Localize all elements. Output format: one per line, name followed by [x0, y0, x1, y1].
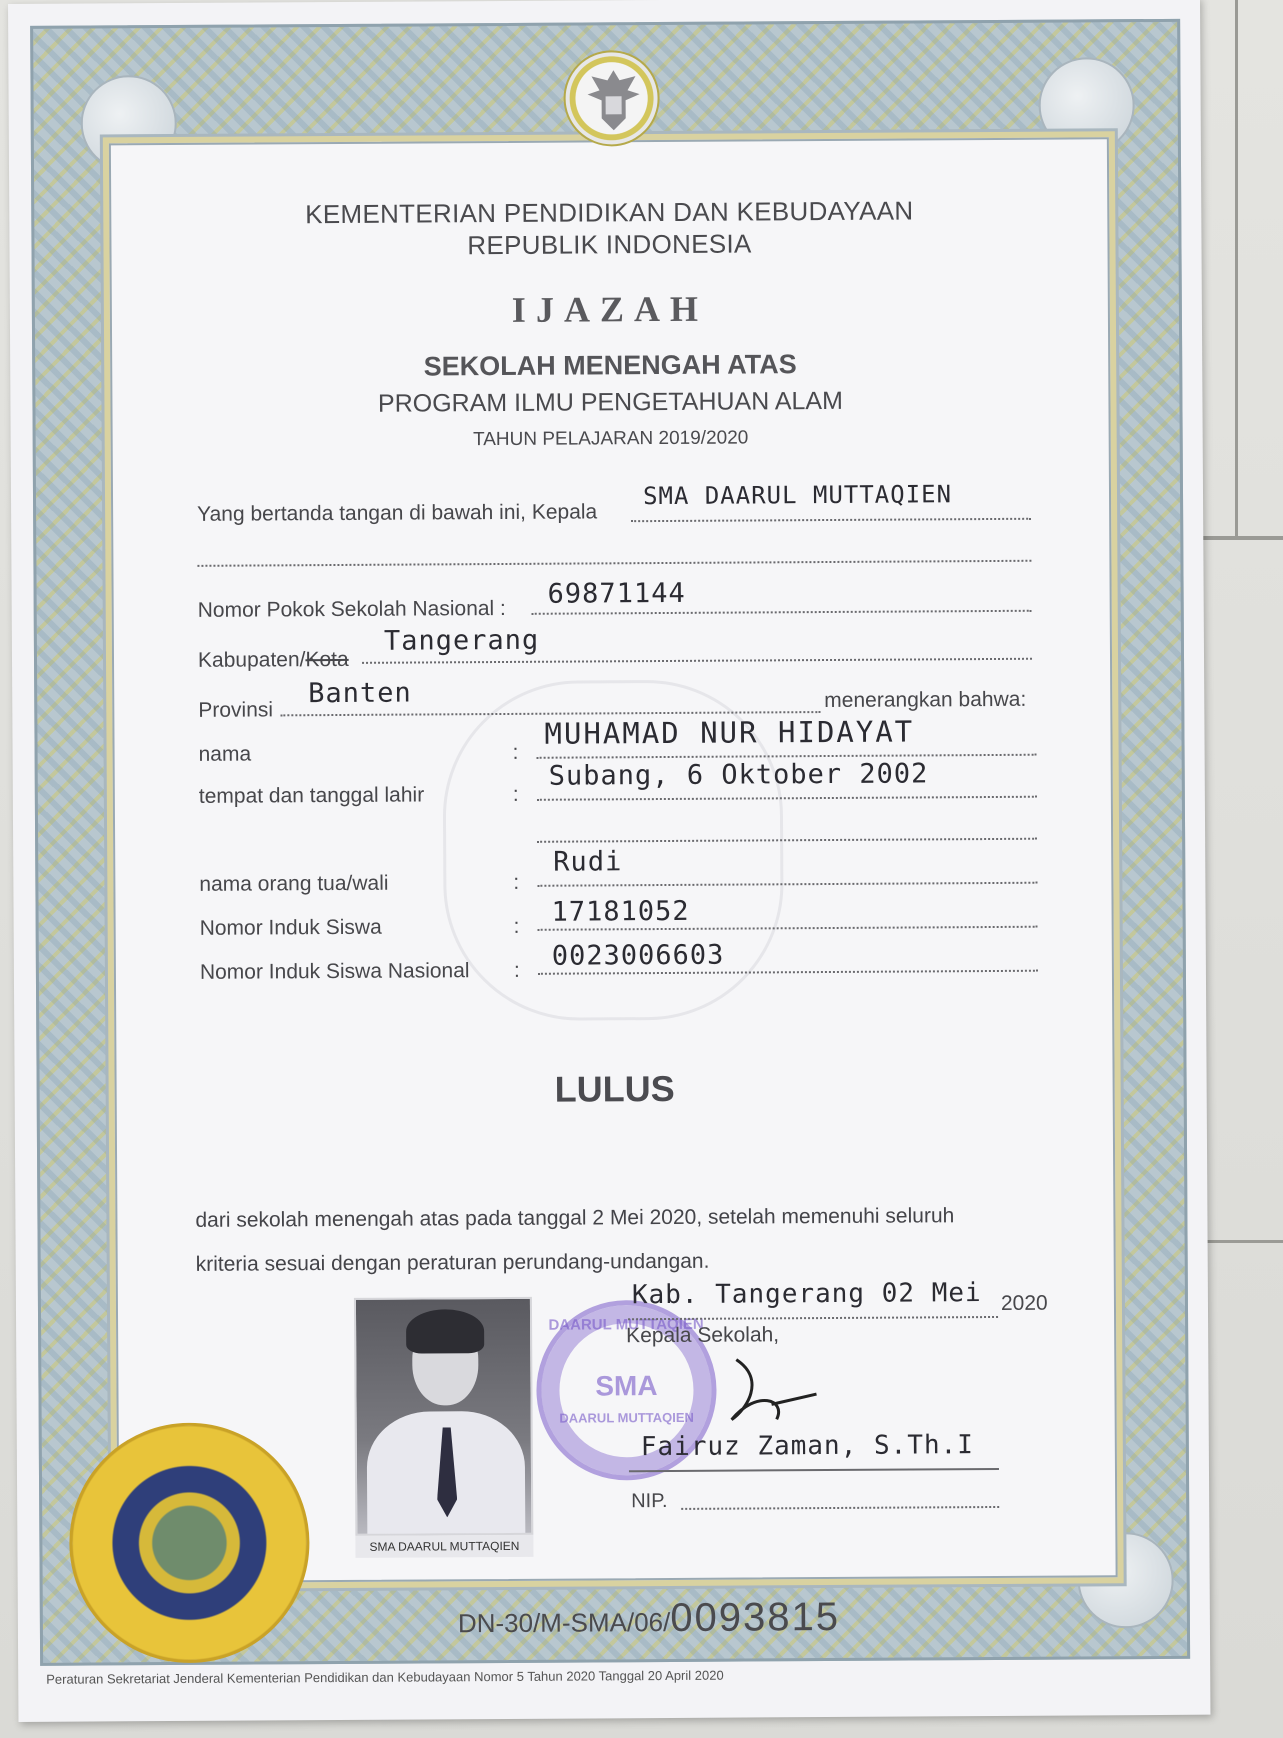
menerangkan-label: menerangkan bahwa: [824, 687, 1027, 713]
colon: : [513, 914, 520, 938]
floor-grout-line [1235, 0, 1238, 536]
ministry-line-2: REPUBLIK INDONESIA [467, 228, 752, 261]
result-line-2: kriteria sesuai dengan peraturan perundang-undangan. [195, 1249, 710, 1276]
garuda-emblem [563, 50, 660, 147]
school-name-value: SMA DAARUL MUTTAQIEN [642, 480, 953, 511]
ortu-value: Rudi [553, 846, 623, 878]
signature-title: Kepala Sekolah, [626, 1323, 780, 1348]
ttl-value: Subang, 6 Oktober 2002 [548, 758, 929, 792]
nis-label: Nomor Induk Siswa [199, 915, 382, 940]
stamp-sub-text: DAARUL MUTTAQIEN [559, 1409, 694, 1426]
nisn-label: Nomor Induk Siswa Nasional [199, 959, 470, 984]
serial-number [458, 1595, 840, 1642]
result-line-1: dari sekolah menengah atas pada tanggal 2 Mei 2020, setelah memenuhi seluruh [195, 1204, 955, 1232]
kabupaten-value: Tangerang [383, 624, 540, 657]
provinsi-label: Provinsi [198, 698, 274, 722]
serial-digits: 0093815 [670, 1594, 841, 1640]
signatory-name: Fairuz Zaman, S.Th.I [640, 1430, 974, 1463]
provinsi-value: Banten [308, 677, 412, 710]
ministry-line-1: KEMENTERIAN PENDIDIKAN DAN KEBUDAYAAN [305, 195, 914, 230]
nisn-value: 0023006603 [551, 939, 725, 972]
colon: : [513, 870, 520, 894]
nama-label: nama [198, 742, 252, 766]
garuda-icon [583, 66, 643, 134]
regulation-footnote: Peraturan Sekretariat Jenderal Kementerian Pendidikan dan Kebudayaan Nomor 5 Tahun 2020 Tanggal 20 April 2020 [46, 1667, 724, 1687]
serial-prefix: DN-30/M-SMA/06/ [457, 1606, 671, 1639]
ortu-label: nama orang tua/wali [199, 871, 389, 896]
result-paragraph [195, 1194, 1056, 1287]
headmaster-intro-label: Yang bertanda tangan di bawah ini, Kepala [197, 500, 598, 526]
signature-place-date: Kab. Tangerang 02 Mei [631, 1278, 982, 1311]
kota-label-struck: Kota [305, 647, 349, 672]
hologram-seal [69, 1422, 310, 1663]
school-type: SEKOLAH MENENGAH ATAS [423, 349, 797, 382]
floor-grout-line [1205, 1240, 1283, 1243]
graduation-status: LULUS [554, 1067, 675, 1110]
certificate-sheet [8, 0, 1210, 1722]
stamp-center-text: SMA [595, 1370, 658, 1402]
nama-value: MUHAMAD NUR HIDAYAT [544, 714, 915, 751]
academic-year: TAHUN PELAJARAN 2019/2020 [472, 427, 749, 451]
ttl-label: tempat dan tanggal lahir [198, 783, 425, 808]
npsn-value: 69871144 [547, 577, 686, 610]
nis-value: 17181052 [551, 895, 690, 928]
colon: : [512, 782, 519, 806]
student-photo [354, 1297, 533, 1536]
kabupaten-label-text: Kabupaten/ [197, 648, 306, 672]
ministry-heading [109, 193, 1109, 263]
colon: : [512, 740, 519, 764]
stamp-ring-text: DAARUL MUTTAQIEN [548, 1315, 704, 1334]
kabupaten-label [198, 648, 349, 673]
floor-grout-line [1195, 536, 1283, 540]
handwritten-signature [716, 1349, 827, 1440]
nip-label: NIP. [631, 1489, 668, 1513]
photo-caption: SMA DAARUL MUTTAQIEN [355, 1535, 533, 1558]
signature-year: 2020 [1000, 1291, 1048, 1315]
colon: : [513, 958, 520, 982]
document-title: IJAZAH [511, 288, 709, 330]
npsn-label: Nomor Pokok Sekolah Nasional : [197, 596, 506, 622]
program-name: PROGRAM ILMU PENGETAHUAN ALAM [377, 386, 843, 418]
